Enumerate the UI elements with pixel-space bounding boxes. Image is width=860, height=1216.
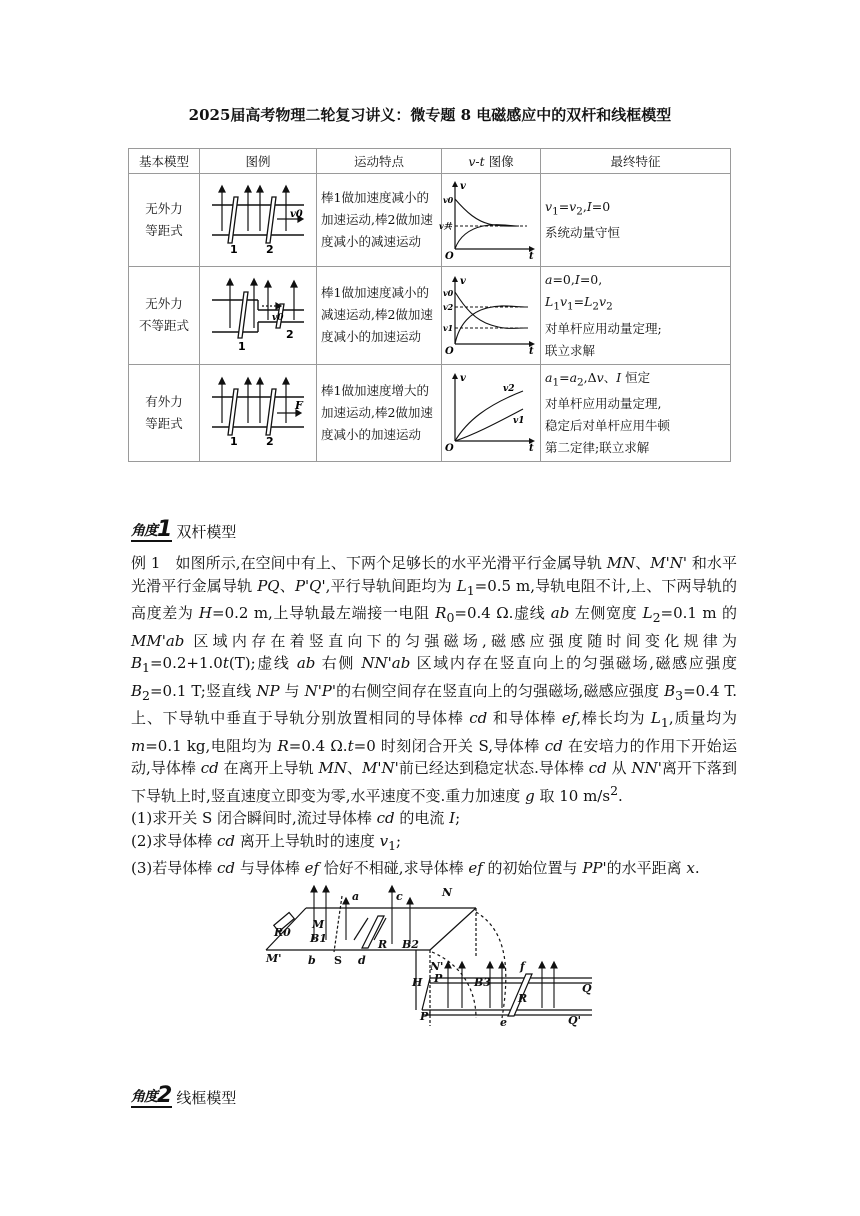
vt-axis-v: v bbox=[460, 180, 466, 192]
final-feature: $v_1=v_2,I=0$ 系统动量守恒 bbox=[541, 174, 731, 267]
table-row bbox=[129, 267, 731, 365]
label-b: b bbox=[308, 954, 316, 967]
rod-2-label: 2 bbox=[266, 435, 274, 449]
section-badge: 角度 1 bbox=[131, 517, 173, 542]
model-figure bbox=[200, 364, 317, 462]
header-motion: 运动特点 bbox=[317, 149, 442, 174]
model-figure bbox=[200, 267, 317, 365]
label-B1: B1 bbox=[310, 932, 327, 945]
label-d: d bbox=[358, 954, 366, 967]
model-name-text: 有外力 等距式 bbox=[145, 393, 183, 431]
vt-origin: O bbox=[445, 443, 454, 455]
label-B2: B2 bbox=[402, 938, 419, 951]
model-figure bbox=[200, 174, 317, 267]
question-1: (1)求开关 S 闭合瞬间时,流过导体棒 cd 的电流 I; bbox=[131, 809, 461, 827]
vt-vc: v共 bbox=[439, 220, 452, 231]
two-rod-unequal-diagram bbox=[208, 276, 308, 352]
vt-v1: v1 bbox=[513, 416, 525, 427]
header-figure: 图例 bbox=[200, 149, 317, 174]
label-f: f bbox=[520, 960, 525, 973]
two-rod-force-diagram bbox=[208, 375, 308, 447]
vt-v2: v2 bbox=[443, 301, 454, 312]
model-table bbox=[128, 148, 731, 462]
motion-description: 棒1做加速度减小的减速运动,棒2做加速度减小的加速运动 bbox=[317, 267, 442, 365]
table-header-row bbox=[129, 149, 731, 174]
question-3: (3)若导体棒 cd 与导体棒 ef 恰好不相碰,求导体棒 ef 的初始位置与 PP'的水平距离 x. bbox=[131, 859, 700, 877]
rod-1-label: 1 bbox=[230, 435, 238, 449]
label-N: N bbox=[442, 886, 453, 899]
vt-v2: v2 bbox=[503, 384, 515, 395]
model-name-text: 无外力 等距式 bbox=[145, 201, 183, 238]
label-c: c bbox=[396, 890, 403, 903]
label-Q: Q bbox=[582, 982, 592, 995]
document-title: 2025届高考物理二轮复习讲义：微专题 8 电磁感应中的双杆和线框模型 bbox=[188, 106, 672, 124]
rod-1-label: 1 bbox=[238, 339, 246, 353]
vt-graph-1 bbox=[439, 177, 539, 262]
label-B3: B3 bbox=[474, 976, 491, 989]
header-final: 最终特征 bbox=[541, 149, 731, 174]
vt-axis-v: v bbox=[460, 373, 466, 385]
vt-graph bbox=[442, 267, 541, 365]
rod-2-label: 2 bbox=[266, 242, 274, 256]
label-Pprime: P' bbox=[420, 1010, 432, 1023]
model-name bbox=[129, 267, 200, 365]
rod-2-label: 2 bbox=[286, 327, 294, 341]
header-vt: v-t 图像 bbox=[442, 149, 541, 174]
label-a: a bbox=[352, 890, 360, 903]
question-2: (2)求导体棒 cd 离开上导轨时的速度 $v_1$; bbox=[131, 831, 402, 853]
vt-axis-v: v bbox=[460, 275, 466, 287]
vt-origin: O bbox=[445, 345, 454, 357]
label-S: S bbox=[334, 954, 342, 967]
vt-graph bbox=[442, 364, 541, 462]
vt-v0: v0 bbox=[443, 287, 454, 298]
force-label: F bbox=[295, 399, 303, 413]
example-text: 例 1 如图所示,在空间中有上、下两个足够长的水平光滑平行金属导轨 MN、M'N' 和水平光滑平行金属导轨 PQ、P'Q',平行导轨间距均为 $L_1=0.5$ m,导轨电阻不计,上、下两导轨的高度差为 H=0.2 m,上导轨最左端接一电阻 $R_0=0.4$ Ω.虚线 ab 左侧宽度 $L_2=0.1$ m 的 MM'ab 区域内存在着竖直向下的匀强磁场,磁感应强度随时间变化规律为 $B_1=0.2+1.0t(T)$;虚线 ab 右侧 NN'ab 区域内存在竖直向上的匀强磁场,磁感应强度 $B_2=0.1$ T;竖直线 NP 与 N'P'的右侧空间存在竖直向上的匀强磁场,磁感应强度 $B_3=0.4$ T.上、下导轨中垂直于导轨分别放置相同的导体棒 cd 和导体棒 ef,棒长均为 $L_1$,质量均为 m=0.1 kg,电阻均为 R=0.4 Ω.t=0 时刻闭合开关 S,导体棒 cd 在安培力的作用下开始运动,导体棒 cd 在离开上导轨 MN、M'N'前已经达到稳定状态.导体棒 cd 从 NN'离开下落到下导轨上时,竖直速度立即变为零,水平速度不变.重力加速度 g 取 10 $m/s^2$. bbox=[131, 554, 738, 805]
vt-graph-3 bbox=[443, 369, 539, 453]
model-name bbox=[129, 364, 200, 462]
header-model: 基本模型 bbox=[129, 149, 200, 174]
section-heading-2 bbox=[131, 1083, 237, 1108]
vt-axis-t: t bbox=[529, 345, 534, 357]
section-title: 双杆模型 bbox=[176, 523, 237, 541]
section-badge: 角度 2 bbox=[131, 1083, 173, 1108]
example-1 bbox=[131, 552, 737, 880]
label-R: R bbox=[378, 938, 388, 951]
rod-1-label: 1 bbox=[230, 242, 238, 256]
table-row bbox=[129, 364, 731, 462]
final-feature: a=0,I=0, $L_1v_1=L_2v_2$ 对单杆应用动量定理; 联立求解 bbox=[541, 267, 731, 365]
vt-axis-t: t bbox=[529, 250, 534, 262]
vt-axis-t: t bbox=[529, 443, 534, 455]
circuit-diagram bbox=[262, 878, 602, 1029]
model-name-text: 无外力 不等距式 bbox=[138, 296, 189, 334]
final-feature: $a_1=a_2,\Delta v$、I 恒定 对单杆应用动量定理, 稳定后对单杆应用牛顿 第二定律;联立求解 bbox=[541, 364, 731, 462]
label-Mprime: M' bbox=[266, 952, 282, 965]
section-title: 线框模型 bbox=[176, 1089, 237, 1107]
table-row bbox=[129, 174, 731, 267]
label-H: H bbox=[412, 976, 423, 989]
label-P: P bbox=[434, 972, 443, 985]
model-name bbox=[129, 174, 200, 267]
vt-graph bbox=[439, 174, 541, 267]
vt-v0: v0 bbox=[443, 194, 454, 205]
motion-description: 棒1做加速度增大的加速运动,棒2做加速度减小的加速运动 bbox=[317, 364, 442, 462]
label-R-lower: R bbox=[518, 992, 528, 1005]
label-Nprime: N' bbox=[430, 960, 444, 973]
vt-origin: O bbox=[445, 250, 454, 262]
label-e: e bbox=[500, 1016, 507, 1029]
vt-v1: v1 bbox=[443, 322, 454, 333]
motion-description: 棒1做加速度减小的加速运动,棒2做加速度减小的减速运动 bbox=[317, 174, 442, 267]
label-Qprime: Q' bbox=[568, 1014, 581, 1027]
v0-label: v0 bbox=[290, 208, 303, 220]
section-heading-1 bbox=[131, 517, 237, 542]
two-rod-equal-diagram bbox=[208, 183, 308, 255]
label-R0: R0 bbox=[274, 926, 291, 939]
label-M: M bbox=[312, 918, 325, 931]
vt-graph-2 bbox=[443, 272, 539, 356]
v0-label: v0 bbox=[272, 312, 284, 323]
